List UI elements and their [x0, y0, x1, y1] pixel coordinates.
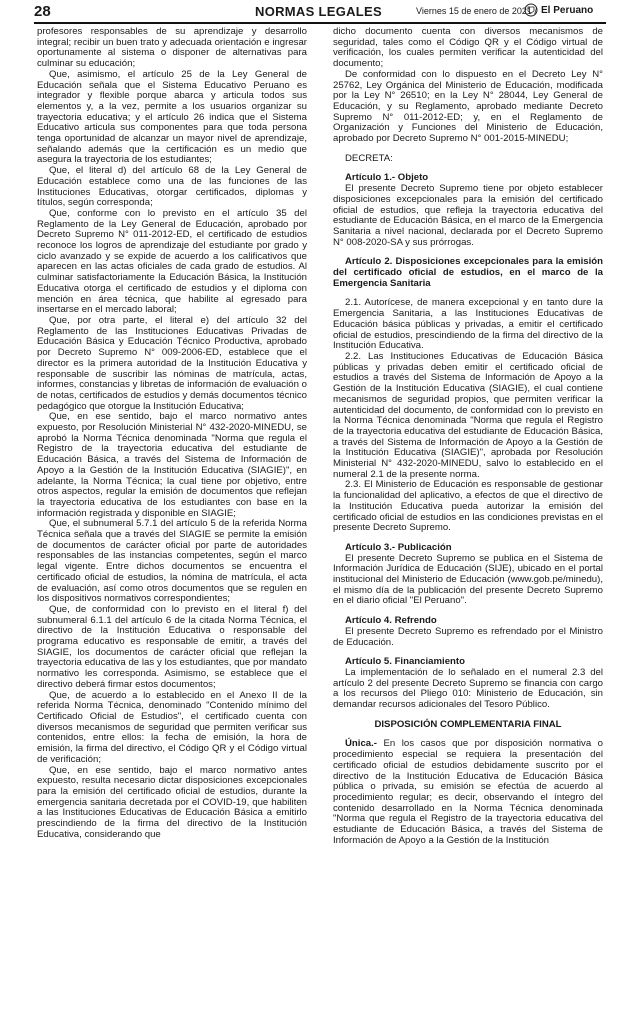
article-5-title: Artículo 5. Financiamiento — [345, 656, 465, 668]
article-1-text: El presente Decreto Supremo tiene por objeto establecer disposiciones excepcionales para la emisión del certificado oficial de estudios, que refleja la trayectoria educativa del estudiante de Educación Básica, en el marco de la Emergencia Sanitaria a nivel nacional, declarada por el Decreto Supremo N° 008-2020-SA y sus prórrogas. — [333, 183, 603, 248]
publication-date: Viernes 15 de enero de 2021 / — [416, 6, 537, 16]
paragraph: Que, el subnumeral 5.7.1 del artículo 5 de la referida Norma Técnica señala que a través del SIAGIE se permite la emisión de documentos de carácter oficial por parte de autoridades responsables de las instancias competentes, según el marco legal vigente. Entre dichos documentos se encuentra el certificado oficial de estudios, la nómina de matrícula, el acta de evaluación, así como otros documentos que se regulen en los dispositivos normativos correspondientes; — [37, 518, 307, 605]
unica-label: Única.- — [345, 738, 377, 750]
article-1-title: Artículo 1.- Objeto — [345, 172, 429, 184]
right-column — [333, 27, 603, 847]
article-5-text: La implementación de lo señalado en el numeral 2.3 del artículo 2 del presente Decreto Supremo se financia con cargo a los recursos del Pliego 010: Ministerio de Educación, sin demandar recursos adicionales del Tesoro Público. — [333, 666, 603, 711]
paragraph: Que, asimismo, el artículo 25 de la Ley General de Educación señala que el Sistema Educativo Peruano es integrador y flexible porque abarca y articula todos sus elementos y, a la vez, permite a los usuarios organizar su trayectoria educativa; y el artículo 26 indica que el Sistema Educativo articula sus componentes para que toda persona tenga oportunidad de alcanzar un mayor nivel de aprendizaje, señalando además que la certificación es un medio que asegura la trayectoria de los estudiantes; — [37, 68, 307, 166]
article-4-text: El presente Decreto Supremo es refrendado por el Ministro de Educación. — [333, 625, 603, 648]
final-provision-title: DISPOSICIÓN COMPLEMENTARIA FINAL — [374, 718, 562, 730]
paragraph: Que, en ese sentido, bajo el marco normativo antes expuesto, resulta necesario dictar disposiciones excepcionales para la emisión del certificado oficial de estudios, durante la emergencia sanitaria decretada por el COVID-19, que habiliten a las Instituciones Educativas de Educación Básica a emitirlo prescindiendo de la firma del directivo de la Institución Educativa, considerando que — [37, 764, 307, 840]
paragraph: Que, de acuerdo a lo establecido en el Anexo II de la referida Norma Técnica, denominado "Contenido mínimo del Certificado Oficial de Estudios", el certificado cuenta con diversos mecanismos de seguridad que permiten verificar sus contenidos, entre ellos: la fecha de emisión, la hora de emisión, la firma del directivo, el Código QR y el Código virtual de verificación; — [37, 689, 307, 765]
article-2-1: 2.1. Autorícese, de manera excepcional y en tanto dure la Emergencia Sanitaria, a las Instituciones Educativas de Educación básica públicas y privadas, a emitir el certificado oficial de estudios, prescindiendo de la firma del directivo de la Institución Educativa. — [333, 297, 603, 352]
decreta-heading: DECRETA: — [345, 152, 393, 164]
article-2-2: 2.2. Las Instituciones Educativas de Educación Básica públicas y privadas deben emitir el certificado oficial de estudios a través del Sistema de Información de Apoyo a la Gestión de la Institución Educativa (SIAGIE), el cual contiene mecanismos de seguridad propios, que permiten verificar la autenticidad del documento, de conformidad con lo previsto en la Norma Técnica denominada "Norma que regula el Registro de la trayectoria educativa del estudiante de Educación Básica, a través del Sistema de Información de Apoyo a la Gestión de la Institución Educativa (SIAGIE)", aprobada por Resolución Ministerial N° 432-2020-MINEDU, salvo lo establecido en el numeral 2.1 de la presente norma. — [333, 350, 603, 480]
page-header — [0, 0, 640, 24]
left-column — [37, 27, 307, 840]
unica-text: En los casos que por disposición normativa o procedimiento especial se requiera la presentación del certificado oficial de estudios debidamente suscrito por el directivo de la Institución Educativa de Educación Básica pública o privada, su emisión se efectúa de acuerdo al procedimiento regular; es decir, observando el íntegro del contenido desarrollado en la Norma Técnica denominada "Norma que regula el Registro de la trayectoria educativa del estudiante de Educación Básica, a través del Sistema de Información de Apoyo a la Gestión de la Institución — [333, 738, 604, 846]
paragraph: profesores responsables de su aprendizaje y desarrollo integral; recibir un buen trato y adecuada orientación e ingresar oportunamente al sistema o disponer de alternativas para culminar su educación; — [37, 26, 307, 70]
paragraph: Que, de conformidad con lo previsto en el literal f) del subnumeral 6.1.1 del artículo 6 de la citada Norma Técnica, el directivo de la Institución Educativa o responsable del programa educativo es responsable de emitir, a través del SIAGIE, los documentos de carácter oficial que reflejan la trayectoria educativa de las y los estudiantes, que por mandato normativo les corresponda. Asimismo, se establece que el directivo deberá firmar estos documentos; — [37, 603, 307, 690]
header-rule — [34, 22, 606, 24]
paragraph: dicho documento cuenta con diversos mecanismos de seguridad, tales como el Código QR y el Código virtual de verificación, los cuales permiten verificar la autenticidad del documento; — [333, 26, 603, 70]
paragraph: Que, en ese sentido, bajo el marco normativo antes expuesto, por Resolución Ministerial N° 432-2020-MINEDU, se aprobó la Norma Técnica denominada "Norma que regula el Registro de la trayectoria educativa del estudiante de Educación Básica, a través del Sistema de Información de Apoyo a la Gestión de la Institución Educativa (SIAGIE)", en adelante, la Norma Técnica; la cual tiene por objetivo, entre otros aspectos, regular la emisión de documentos que reflejan la trayectoria educativa de los estudiantes con base en la información registrada y disponible en SIAGIE; — [37, 411, 307, 519]
paragraph: De conformidad con lo dispuesto en el Decreto Ley N° 25762, Ley Orgánica del Ministerio de Educación, modificada por la Ley N° 26510; en la Ley N° 28044, Ley General de Educación, y su Reglamento, aprobado mediante Decreto Supremo N° 011-2012-ED; y, en el Reglamento de Organización y Funciones del Ministerio de Educación, aprobado por Decreto Supremo N° 001-2015-MINEDU; — [333, 68, 603, 145]
newspaper-name: El Peruano — [541, 5, 594, 16]
article-3-title: Artículo 3.- Publicación — [345, 541, 452, 553]
final-provision-text — [333, 739, 603, 846]
paragraph: Que, el literal d) del artículo 68 de la Ley General de Educación establece como una de las funciones de las Instituciones Educativas, otorgar certificados, diplomas y títulos, según corresponda; — [37, 165, 307, 209]
article-2-title: Artículo 2. Disposiciones excepcionales para la emisión del certificado oficial de estudios, en el marco de la Emergencia Sanitaria — [333, 256, 603, 289]
paragraph: Que, por otra parte, el literal e) del artículo 32 del Reglamento de las Instituciones Educativas Privadas de Educación Básica y Educación Técnico Productiva, aprobado por Decreto Supremo N° 009-2006-ED, establece que el director es la primera autoridad de la Institución Educativa y responsable de suscribir las nóminas de matrícula, actas, informes, constancias y libretas de información de evaluación o de notas, certificados de estudios y demás documentos técnico pedagógico que otorgue la Institución Educativa; — [37, 314, 307, 412]
page-number: 28 — [34, 3, 51, 20]
article-2-3: 2.3. El Ministerio de Educación es responsable de gestionar la funcionalidad del aplicativo, a efectos de que el directivo de la Institución Educativa pueda autorizar la emisión del certificado oficial de estudios en las condiciones previstas en el presente Decreto Supremo. — [333, 479, 603, 534]
article-3-text: El presente Decreto Supremo se publica en el Sistema de Información Jurídica de Educación (SIJE), ubicado en el portal institucional del Ministerio de Educación (www.gob.pe/minedu), el mismo día de la publicación del presente Decreto Supremo en el diario oficial "El Peruano". — [333, 552, 603, 607]
coat-of-arms-icon — [524, 3, 538, 17]
paragraph: Que, conforme con lo previsto en el artículo 35 del Reglamento de la Ley General de Educación, aprobado por Decreto Supremo N° 011-2012-ED, el certificado de estudios reconoce los logros de aprendizaje del estudiante por grado y ciclo avanzado y se expide de acuerdo a los calificativos que aparecen en las actas oficiales de cada grado de estudios. Al culminar satisfactoriamente la Educación Básica, la Institución Educativa otorga el certificado de estudios y el diploma con mención en área técnica, que habilite al egresado para insertarse en el mercado laboral; — [37, 207, 307, 316]
article-4-title: Artículo 4. Refrendo — [345, 615, 437, 627]
publication-name: NORMAS LEGALES — [255, 4, 382, 19]
